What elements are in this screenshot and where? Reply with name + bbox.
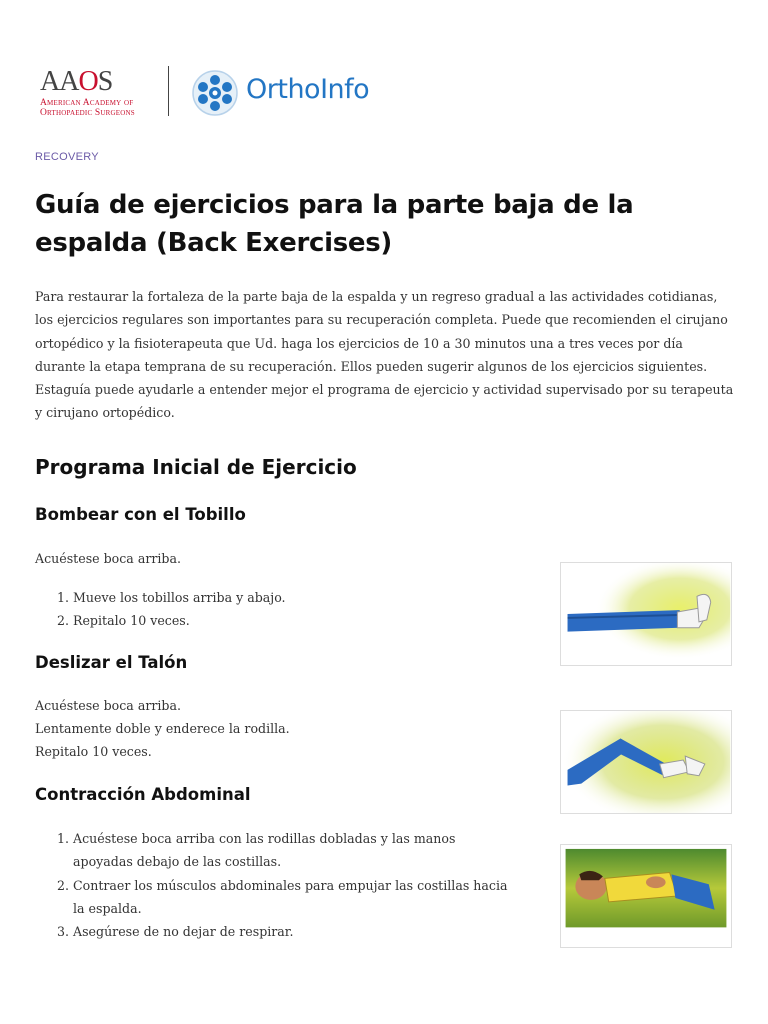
list-item: 2. Contraer los músculos abdominales para empujar las costillas hacia la espalda.	[73, 874, 513, 921]
exercise-heading-heel-slide: Deslizar el Talón	[35, 653, 188, 672]
exercise-line: Repitalo 10 veces.	[35, 744, 152, 759]
site-header	[40, 64, 460, 120]
list-item: 2. Repitalo 10 veces.	[73, 609, 513, 632]
aaos-subtitle-line-2: Orthopaedic Surgeons	[40, 108, 135, 118]
exercise-heading-abdominal: Contracción Abdominal	[35, 785, 251, 804]
orthoinfo-cell-icon[interactable]	[190, 68, 240, 118]
exercise-line: Acuéstese boca arriba.	[35, 698, 181, 713]
list-item: 3. Asegúrese de no dejar de respirar.	[73, 920, 513, 943]
list-item: 1. Mueve los tobillos arriba y abajo.	[73, 586, 513, 609]
aaos-logo[interactable]	[40, 66, 112, 98]
aaos-logo-subtitle	[40, 98, 135, 118]
aaos-subtitle-line-1: American Academy of	[40, 98, 134, 108]
category-label[interactable]: RECOVERY	[35, 151, 99, 163]
page-title: Guía de ejercicios para la parte baja de la espalda (Back Exercises)	[35, 190, 634, 258]
exercise-steps-abdominal	[35, 827, 513, 943]
section-heading: Programa Inicial de Ejercicio	[35, 455, 357, 479]
aaos-logo-post: S	[97, 66, 113, 97]
logo-divider	[168, 66, 169, 116]
exercise-intro: Acuéstese boca arriba.	[35, 551, 181, 566]
heel-slide-illustration[interactable]	[560, 710, 732, 814]
exercise-line: Lentamente doble y enderece la rodilla.	[35, 721, 290, 736]
ankle-pump-illustration[interactable]	[560, 562, 732, 666]
intro-paragraph: Para restaurar la fortaleza de la parte baja de la espalda y un regreso gradual a las actividades cotidianas, los ejercicios regulares son importantes para su recuperación completa. Puede que recomienden el cirujano ortopédico y la fisioterapeuta que Ud. haga los ejercicios de 10 a 30 minutos una a tres veces por día durante la etapa temprana de su recuperación. Ellos pueden sugerir algunos de los ejercicios siguientes. Estaguía puede ayudarle a entender mejor el programa de ejercicio y actividad supervisado por su terapeuta y cirujano ortopédico.	[35, 289, 734, 421]
list-item: 1. Acuéstese boca arriba con las rodillas dobladas y las manos apoyadas debajo de las costillas.	[73, 827, 513, 874]
exercise-steps-ankle-pump	[35, 586, 513, 633]
aaos-logo-accent: O	[78, 66, 98, 97]
aaos-logo-pre: AA	[40, 66, 79, 97]
abdominal-contraction-illustration[interactable]	[560, 844, 732, 948]
exercise-heading-ankle-pump: Bombear con el Tobillo	[35, 505, 246, 524]
orthoinfo-wordmark[interactable]: OrthoInfo	[246, 74, 370, 105]
